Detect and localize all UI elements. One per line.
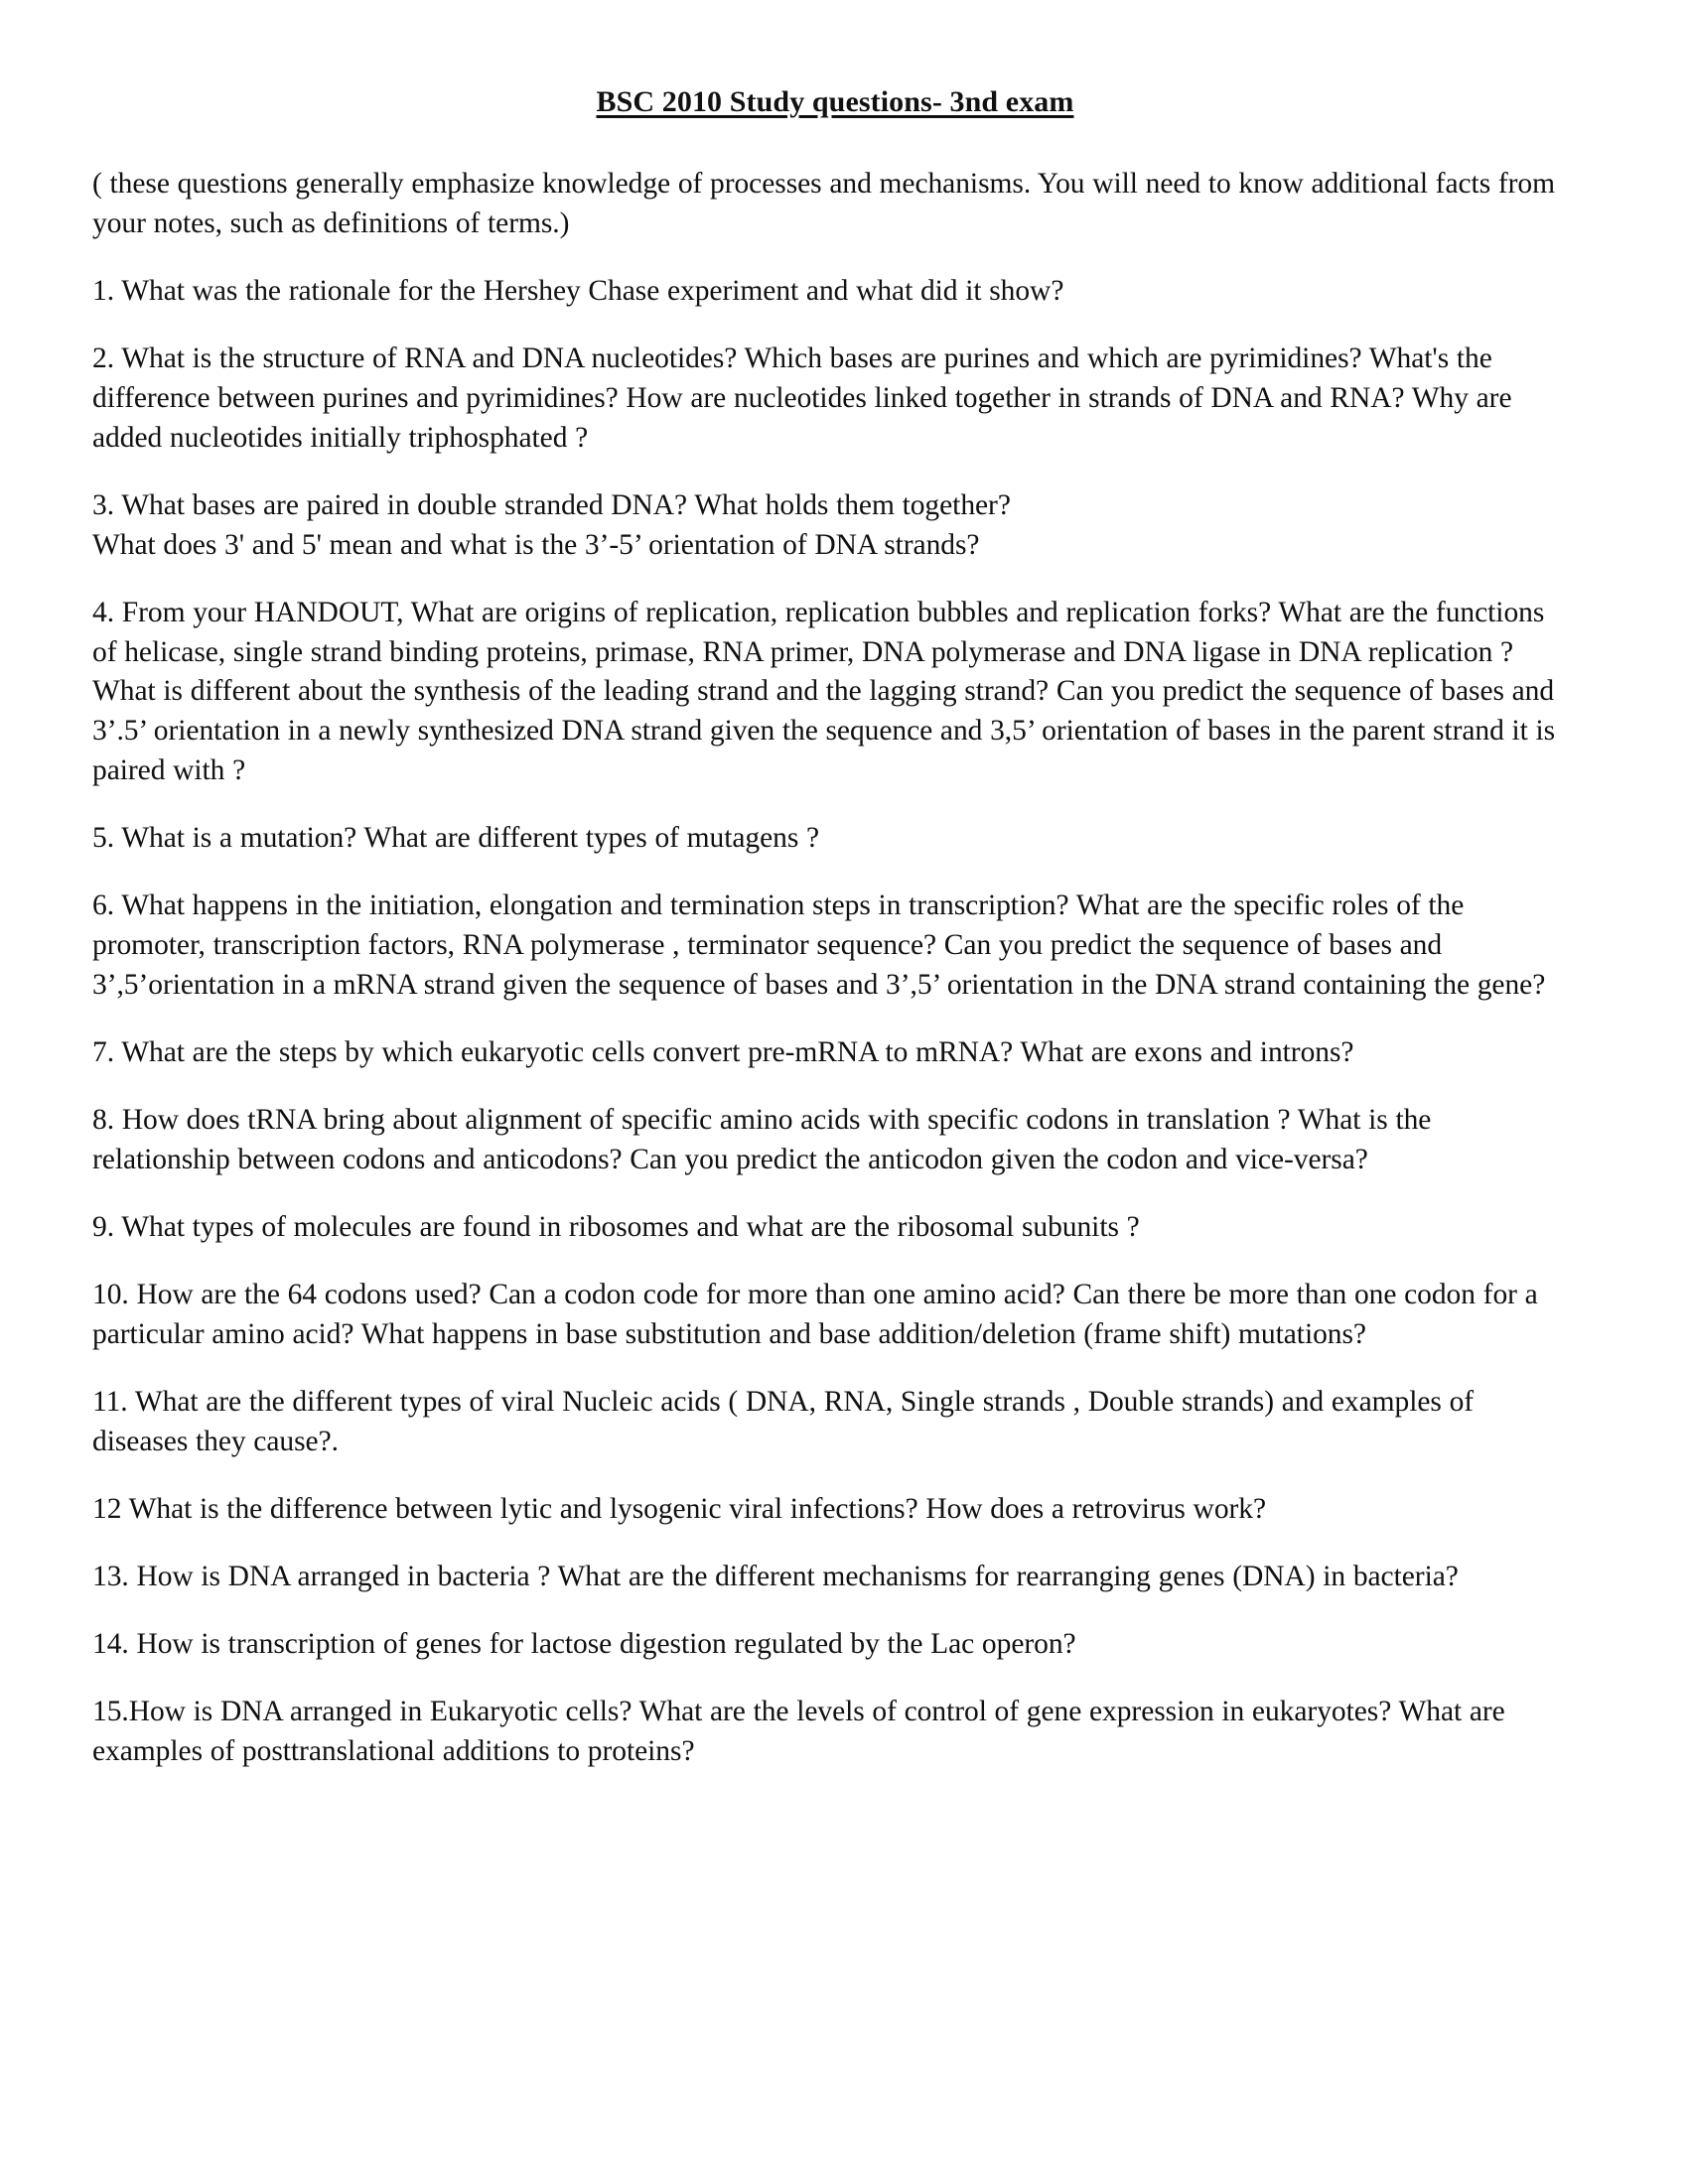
intro-paragraph: ( these questions generally emphasize knowledge of processes and mechanisms. You will need to know additional facts from your notes, such as definitions of terms.) bbox=[92, 167, 1555, 239]
question-6: 6. What happens in the initiation, elongation and termination steps in transcription? What are the specific roles of the promoter, transcription factors, RNA polymerase , terminator sequence? Can you predict the sequence of bases and 3’,5’orientation in a mRNA strand given the sequence of bases and 3’,5’ orientation in the DNA strand containing the gene? bbox=[92, 889, 1546, 1002]
spacer bbox=[92, 859, 1560, 887]
spacer bbox=[92, 1073, 1560, 1101]
question-3-line-2: What does 3' and 5' mean and what is the 3’-5’ orientation of DNA strands? bbox=[92, 528, 980, 561]
title-spacer bbox=[92, 120, 1560, 165]
spacer bbox=[92, 791, 1560, 819]
spacer bbox=[92, 1462, 1560, 1490]
question-1: 1. What was the rationale for the Hershey Chase experiment and what did it show? bbox=[92, 274, 1064, 307]
page-title bbox=[92, 85, 1560, 120]
spacer bbox=[92, 1665, 1560, 1693]
question-14: 14. How is transcription of genes for lactose digestion regulated by the Lac operon? bbox=[92, 1627, 1076, 1660]
question-7: 7. What are the steps by which eukaryotic cells convert pre-mRNA to mRNA? What are exons and introns? bbox=[92, 1036, 1354, 1069]
question-3: 3. What bases are paired in double stranded DNA? What holds them together? bbox=[92, 488, 1011, 521]
spacer bbox=[92, 1248, 1560, 1276]
spacer bbox=[92, 1597, 1560, 1625]
spacer bbox=[92, 1180, 1560, 1208]
question-9: 9. What types of molecules are found in ribosomes and what are the ribosomal subunits ? bbox=[92, 1211, 1140, 1244]
spacer bbox=[92, 1355, 1560, 1383]
spacer bbox=[92, 566, 1560, 594]
question-10: 10. How are the 64 codons used? Can a codon code for more than one amino acid? Can there be more than one codon for a particular amino acid? What happens in base substitution and base addition/deletion (frame shift) mutations? bbox=[92, 1279, 1538, 1351]
page-title-text: BSC 2010 Study questions- 3nd exam bbox=[596, 85, 1074, 118]
document-body bbox=[92, 85, 1560, 1772]
question-11: 11. What are the different types of viral Nucleic acids ( DNA, RNA, Single strands , Double strands) and examples of diseases they cause?. bbox=[92, 1386, 1475, 1458]
question-2: 2. What is the structure of RNA and DNA nucleotides? Which bases are purines and which are pyrimidines? What's the difference between purines and pyrimidines? How are nucleotides linked together in strands of DNA and RNA? Why are added nucleotides initially triphosphated ? bbox=[92, 341, 1512, 454]
spacer bbox=[92, 1530, 1560, 1558]
spacer bbox=[92, 312, 1560, 340]
spacer bbox=[92, 1006, 1560, 1033]
question-8: 8. How does tRNA bring about alignment of specific amino acids with specific codons in translation ? What is the relationship between codons and anticodons? Can you predict the anticodon given the codon and vice-versa? bbox=[92, 1104, 1432, 1176]
question-5: 5. What is a mutation? What are different types of mutagens ? bbox=[92, 822, 820, 855]
question-4: 4. From your HANDOUT, What are origins of replication, replication bubbles and replication forks? What are the functions of helicase, single strand binding proteins, primase, RNA primer, DNA polymerase and DNA ligase in DNA replication ? What is different about the synthesis of the leading strand and the lagging strand? Can you predict the sequence of bases and 3’.5’ orientation in a newly synthesized DNA strand given the sequence and 3,5’ orientation of bases in the parent strand it is paired with ? bbox=[92, 596, 1556, 787]
spacer bbox=[92, 244, 1560, 272]
spacer bbox=[92, 459, 1560, 486]
question-15: 15.How is DNA arranged in Eukaryotic cells? What are the levels of control of gene expression in eukaryotes? What are examples of posttranslational additions to proteins? bbox=[92, 1695, 1505, 1767]
question-13: 13. How is DNA arranged in bacteria ? What are the different mechanisms for rearranging genes (DNA) in bacteria? bbox=[92, 1560, 1459, 1592]
question-12: 12 What is the difference between lytic and lysogenic viral infections? How does a retrovirus work? bbox=[92, 1493, 1267, 1526]
